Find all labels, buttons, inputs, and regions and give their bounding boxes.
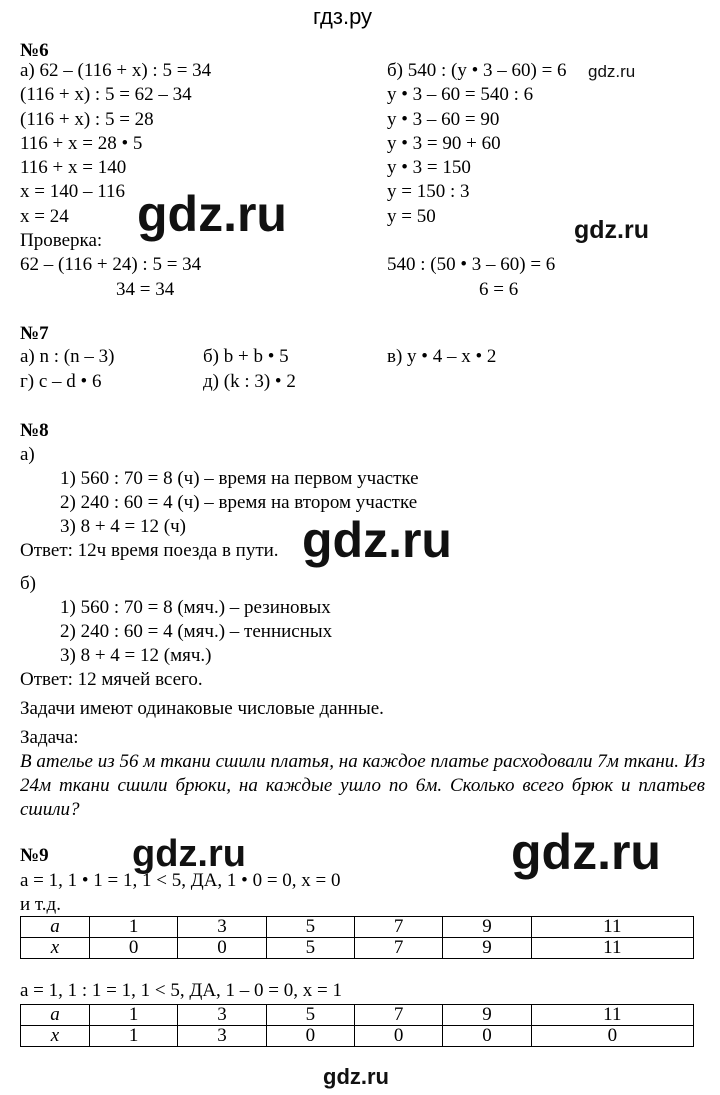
table-cell: 7 bbox=[354, 938, 442, 959]
task-6-title: №6 bbox=[20, 40, 49, 61]
watermark-small: gdz.ru bbox=[588, 62, 636, 81]
table-cell: 0 bbox=[531, 1026, 693, 1047]
task-8-task-text: В ателье из 56 м ткани сшили платья, на каждое платье расходовали 7м ткани. Из 24м ткани сшили брюки, на каждые ушло по 6м. Сколько всего брюк и платьев сшили? bbox=[20, 751, 705, 820]
task-8-same-data-note: Задачи имеют одинаковые числовые данные. bbox=[20, 698, 384, 719]
table-cell: 0 bbox=[266, 1026, 354, 1047]
task-8-part-b-step: 1) 560 : 70 = 8 (мяч.) – резиновых bbox=[60, 597, 331, 618]
task-6-right-line: y • 3 = 90 + 60 bbox=[387, 132, 501, 154]
task-6-right-line bbox=[387, 229, 567, 253]
task-8-part-b-step: 3) 8 + 4 = 12 (мяч.) bbox=[60, 645, 212, 666]
task-6-right-line: y • 3 – 60 = 90 bbox=[387, 108, 500, 130]
task-8-part-b-step: 2) 240 : 60 = 4 (мяч.) – теннисных bbox=[60, 621, 333, 642]
task-6-left-column bbox=[20, 59, 211, 302]
table-cell: 0 bbox=[443, 1026, 531, 1047]
task-9-table-2 bbox=[20, 1004, 694, 1047]
table-cell-head: x bbox=[21, 1026, 90, 1047]
task-7-d: д) (k : 3) • 2 bbox=[203, 371, 296, 392]
table-cell: 3 bbox=[178, 1005, 266, 1026]
table-cell: 0 bbox=[90, 938, 178, 959]
task-9-title: №9 bbox=[20, 845, 49, 866]
table-cell: 3 bbox=[178, 917, 266, 938]
table-cell: 1 bbox=[90, 917, 178, 938]
task-6-right-line: y • 3 = 150 bbox=[387, 157, 471, 179]
table-cell: 3 bbox=[178, 1026, 266, 1047]
table-cell: 11 bbox=[531, 938, 693, 959]
task-6-right-line: y = 50 bbox=[387, 205, 436, 227]
task-9-etc: и т.д. bbox=[20, 894, 61, 915]
table-cell: 9 bbox=[443, 938, 531, 959]
table-cell: 5 bbox=[266, 917, 354, 938]
task-9-line-1: a = 1, 1 • 1 = 1, 1 < 5, ДА, 1 • 0 = 0, x = 0 bbox=[20, 870, 341, 891]
task-6-left-line: x = 140 – 116 bbox=[20, 181, 126, 203]
watermark-footer: gdz.ru bbox=[323, 1064, 389, 1089]
watermark-large: gdz.ru bbox=[302, 512, 452, 568]
task-6-left-line: x = 24 bbox=[20, 205, 69, 227]
task-6-right-line: б) 540 : (y • 3 – 60) = 6 bbox=[387, 60, 567, 81]
table-cell: 11 bbox=[531, 917, 693, 938]
task-8-task-label: Задача: bbox=[20, 727, 79, 748]
task-7-v: в) y • 4 – x • 2 bbox=[387, 346, 497, 367]
watermark-large: gdz.ru bbox=[137, 186, 287, 242]
watermark-large: gdz.ru bbox=[511, 824, 661, 880]
task-6-right-line: 540 : (50 • 3 – 60) = 6 bbox=[387, 254, 556, 276]
table-cell: 1 bbox=[90, 1026, 178, 1047]
task-6-left-line: а) 62 – (116 + x) : 5 = 34 bbox=[20, 60, 212, 81]
task-9-table-1 bbox=[20, 916, 694, 959]
task-8-part-a-label: а) bbox=[20, 444, 35, 465]
task-7-g: г) c – d • 6 bbox=[20, 371, 102, 392]
task-7-title: №7 bbox=[20, 323, 49, 344]
task-8-part-a-step: 1) 560 : 70 = 8 (ч) – время на первом участке bbox=[60, 468, 419, 489]
task-8-part-a-step: 3) 8 + 4 = 12 (ч) bbox=[60, 516, 186, 537]
table-cell: 0 bbox=[178, 938, 266, 959]
table-cell: 0 bbox=[354, 1026, 442, 1047]
table-cell: 9 bbox=[443, 917, 531, 938]
task-7-b: б) b + b • 5 bbox=[203, 346, 289, 367]
table-cell-head: x bbox=[21, 938, 90, 959]
task-8-part-a-step: 2) 240 : 60 = 4 (ч) – время на втором участке bbox=[60, 492, 418, 513]
task-9-line-2: a = 1, 1 : 1 = 1, 1 < 5, ДА, 1 – 0 = 0, x = 1 bbox=[20, 980, 342, 1001]
table-cell: 7 bbox=[354, 1005, 442, 1026]
table-row bbox=[21, 917, 694, 938]
table-cell-head: a bbox=[21, 917, 90, 938]
table-row bbox=[21, 1026, 694, 1047]
table-cell: 5 bbox=[266, 1005, 354, 1026]
task-7-a: а) n : (n – 3) bbox=[20, 346, 115, 367]
task-6-left-line: (116 + x) : 5 = 62 – 34 bbox=[20, 84, 192, 106]
table-cell: 5 bbox=[266, 938, 354, 959]
task-8-part-b-label: б) bbox=[20, 573, 36, 594]
task-6-right-line: y • 3 – 60 = 540 : 6 bbox=[387, 84, 534, 106]
task-8-answer-b: Ответ: 12 мячей всего. bbox=[20, 669, 203, 690]
task-6-left-line: 116 + x = 140 bbox=[20, 157, 127, 179]
watermark-large: gdz.ru bbox=[132, 833, 246, 875]
task-8-answer-a: Ответ: 12ч время поезда в пути. bbox=[20, 540, 279, 561]
table-cell: 9 bbox=[443, 1005, 531, 1026]
task-6-left-check: 34 = 34 bbox=[116, 278, 175, 300]
table-cell-head: a bbox=[21, 1005, 90, 1026]
watermark-medium: gdz.ru bbox=[574, 216, 649, 244]
table-cell: 1 bbox=[90, 1005, 178, 1026]
task-6-left-line: Проверка: bbox=[20, 230, 103, 252]
task-6-right-column bbox=[387, 59, 567, 302]
task-6-left-line: 62 – (116 + 24) : 5 = 34 bbox=[20, 254, 202, 276]
table-row bbox=[21, 1005, 694, 1026]
table-row bbox=[21, 938, 694, 959]
task-6-right-line: y = 150 : 3 bbox=[387, 181, 470, 203]
task-6-left-line: (116 + x) : 5 = 28 bbox=[20, 108, 154, 130]
task-6-left-line: 116 + x = 28 • 5 bbox=[20, 132, 143, 154]
table-cell: 11 bbox=[531, 1005, 693, 1026]
table-cell: 7 bbox=[354, 917, 442, 938]
task-8-title: №8 bbox=[20, 420, 49, 441]
site-header: гдз.ру bbox=[313, 4, 373, 29]
task-6-right-check: 6 = 6 bbox=[479, 278, 519, 300]
